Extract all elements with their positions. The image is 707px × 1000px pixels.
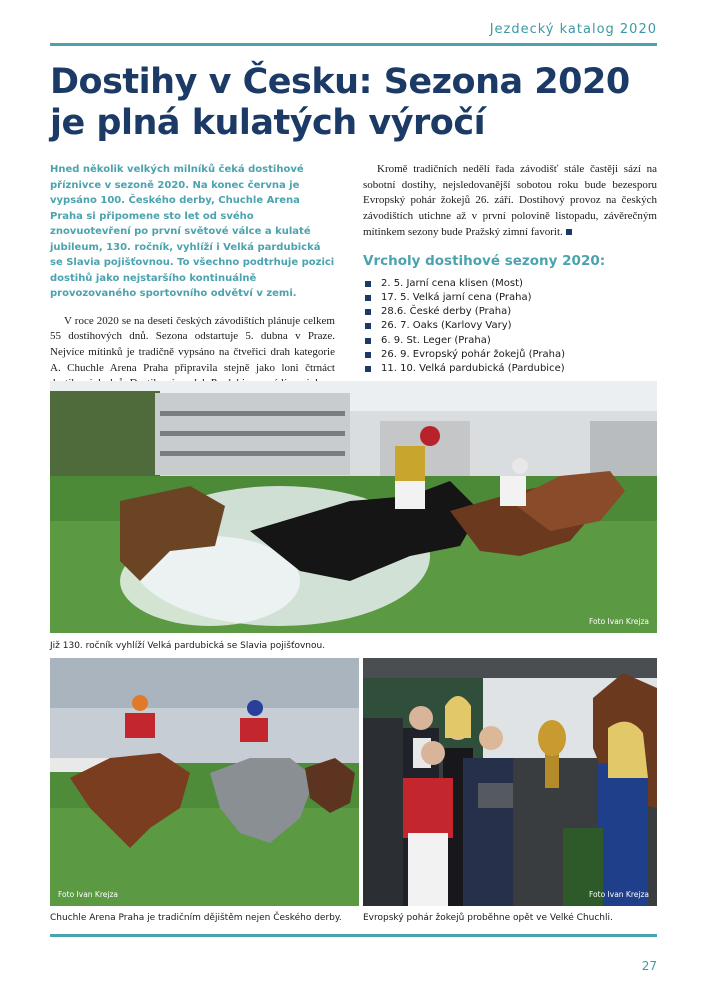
steeplechase-image (50, 381, 657, 633)
photo-caption-main: Již 130. ročník vyhlíží Velká pardubická se Slavia pojišťovnou. (50, 641, 326, 651)
highlight-item: 6. 9. St. Leger (Praha) (363, 334, 657, 348)
article-lead: Hned několik velkých milníků čeká dostihové příznivce v sezoně 2020. Na konec června je vypsáno 100. Českého derby, Chuchle Arena Praha si připomene sto let od svého znovuotevření po první světové válce a kulaté jubileum, 130. ročník, vyhlíží i Velká pardubická se Slavia pojišťovnou. To všechno podtrhuje pozici dostihů jako nejstaršího kontinuálně provozovaného sportovního odvětví v zemi. (50, 164, 335, 299)
flat-race-image (50, 658, 359, 906)
footer-rule (50, 934, 657, 937)
article-title: Dostihy v Česku: Sezona 2020 je plná kulatých výročí (50, 62, 630, 143)
highlight-item: 17. 5. Velká jarní cena (Praha) (363, 291, 657, 305)
body-text-left: V roce 2020 se na deseti českých závodištích plánuje celkem 55 dostihových dnů. Sezona odstartuje 5. dubna v Praze. Nejvíce mítinků je tradičně vypsáno na čtveřici drah kategorie A. Chuchle Arena Praha připravila stejně jako loni čtrnáct (50, 314, 335, 374)
end-mark-icon (566, 229, 572, 235)
photo-caption-right: Evropský pohár žokejů proběhne opět ve Velké Chuchli. (363, 913, 613, 923)
highlights-heading: Vrcholy dostihové sezony 2020: (363, 252, 606, 269)
highlight-item: 11. 10. Velká pardubická (Pardubice) (363, 362, 657, 376)
ceremony-image (363, 658, 657, 906)
body-text-right (363, 162, 657, 241)
flat-race-photo (50, 658, 359, 906)
header-rule (50, 43, 657, 46)
photo-credit-right: Foto Ivan Krejza (589, 890, 649, 899)
photo-credit-main: Foto Ivan Krejza (589, 617, 649, 626)
photo-credit-left: Foto Ivan Krejza (58, 890, 118, 899)
ceremony-photo (363, 658, 657, 906)
body-text-right-content: Kromě tradičních nedělí řada závodišť stále častěji sází na sobotní dostihy, nejsledovanější sobotou roku bude bezesporu Evropský pohár žokejů 26. září. Dostihový provoz na českých závodištích utichne až v první polovině listopadu, závěrečným mítinkem sezony bude Pražský zimní favorit. (363, 163, 657, 238)
highlight-item: 26. 7. Oaks (Karlovy Vary) (363, 319, 657, 333)
page-number: 27 (641, 959, 657, 973)
highlight-item: 2. 5. Jarní cena klisen (Most) (363, 277, 657, 291)
steeplechase-photo (50, 381, 657, 633)
highlight-item: 28.6. České derby (Praha) (363, 305, 657, 319)
highlights-list (363, 277, 657, 377)
highlight-item: 26. 9. Evropský pohár žokejů (Praha) (363, 348, 657, 362)
photo-caption-left: Chuchle Arena Praha je tradičním dějištěm nejen Českého derby. (50, 913, 342, 923)
right-column (363, 162, 657, 377)
running-header-title: Jezdecký katalog 2020 (489, 22, 657, 37)
